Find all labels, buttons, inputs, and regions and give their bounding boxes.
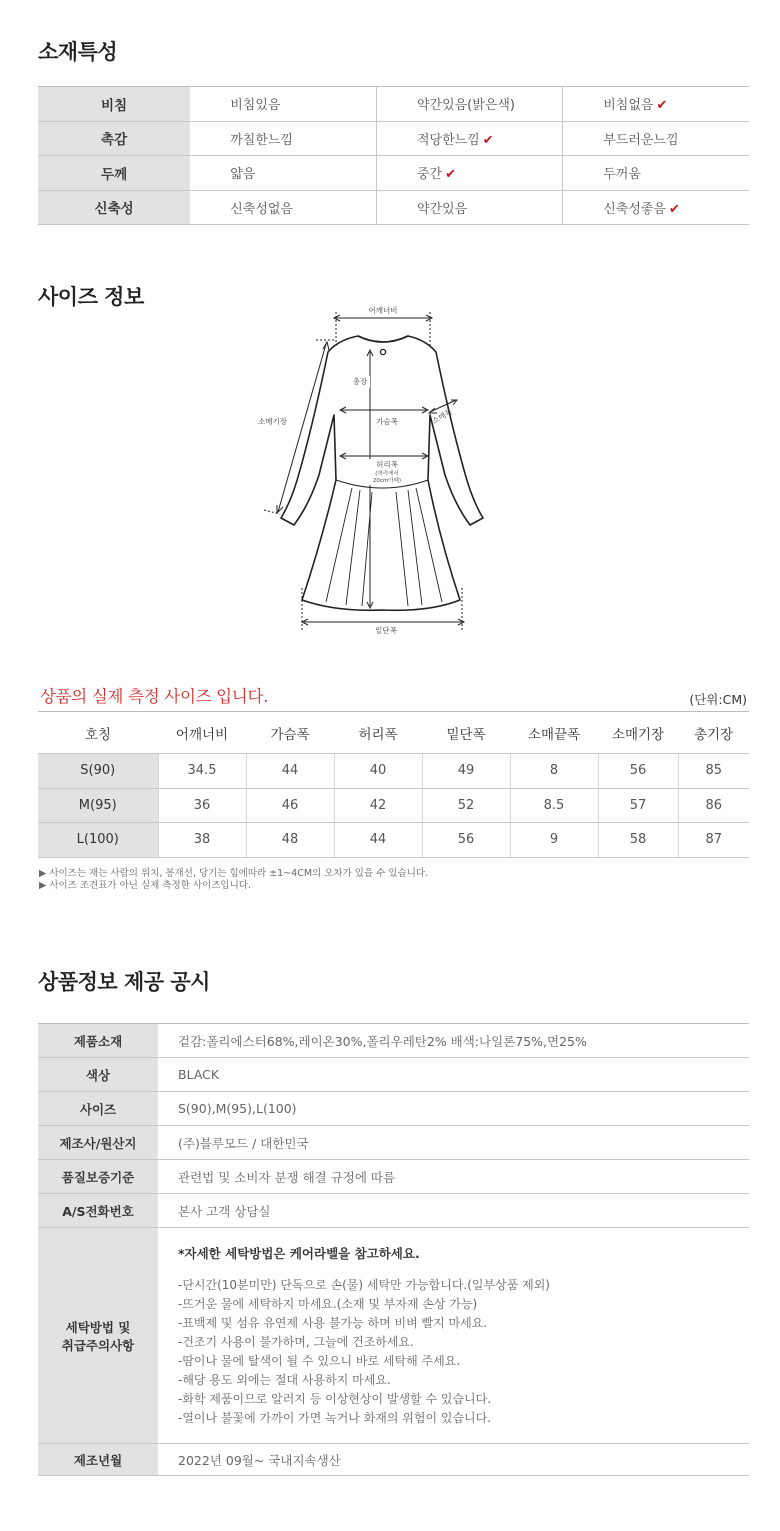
material-option [190, 121, 376, 156]
material-option-label: 신축성없음 [230, 201, 293, 217]
info-value: 겉감:폴리에스터68%,레이온30%,폴리우레탄2% 배색:나일론75%,면25% [158, 1024, 749, 1058]
check-icon: ✔ [656, 98, 668, 114]
size-header-cell: 밑단폭 [422, 712, 510, 754]
material-option [376, 156, 562, 191]
material-option [563, 121, 749, 156]
info-row [38, 1092, 749, 1126]
size-table-heading: 상품의 실제 측정 사이즈 입니다. [40, 687, 269, 706]
info-label: 품질보증기준 [38, 1160, 158, 1194]
info-value: BLACK [158, 1058, 749, 1092]
info-row [38, 1058, 749, 1092]
size-value-cell: 36 [158, 788, 246, 823]
check-icon: ✔ [669, 201, 680, 217]
size-header-cell: 허리폭 [334, 712, 422, 754]
material-row [38, 156, 749, 191]
size-header-cell: 소매기장 [598, 712, 678, 754]
size-value-cell: 9 [510, 823, 598, 858]
care-line: -표백제 및 섬유 유연제 사용 불가능 하며 비벼 빨지 마세요. [178, 1315, 488, 1330]
info-label: A/S전화번호 [38, 1194, 158, 1228]
label-sleeve: 소매기장 [258, 417, 287, 426]
size-value-cell: 44 [334, 823, 422, 858]
material-option [190, 87, 376, 122]
neckline [358, 336, 408, 342]
material-option-label: 중간 [416, 167, 443, 183]
dress-size-diagram [250, 300, 510, 645]
info-value: 관련법 및 소비자 분쟁 해결 규정에 따름 [158, 1160, 749, 1194]
product-info-title: 상품정보 제공 공시 [38, 970, 210, 994]
size-value-cell: 52 [422, 788, 510, 823]
material-section-title: 소재특성 [38, 40, 118, 64]
material-option-label: 부드러운느낌 [603, 132, 679, 148]
info-label: 제조년월 [38, 1444, 158, 1476]
material-option-label: 약간있음(밝은색) [416, 98, 516, 114]
size-value-cell: 46 [246, 788, 334, 823]
care-line: -해당 용도 외에는 절대 사용하지 마세요. [178, 1372, 391, 1387]
material-option [563, 190, 749, 225]
info-value: 본사 고객 상담실 [158, 1194, 749, 1228]
size-value-cell: 40 [334, 754, 422, 789]
size-value-cell: 38 [158, 823, 246, 858]
material-option-label: 비침없음 [603, 98, 654, 114]
material-option [376, 121, 562, 156]
size-note-2: ▶ 사이즈 조견표가 아닌 실제 측정한 사이즈입니다. [39, 880, 251, 891]
size-value-cell: 34.5 [158, 754, 246, 789]
material-option [190, 156, 376, 191]
care-title: *자세한 세탁방법은 케어라벨을 참고하세요. [178, 1245, 420, 1261]
info-row [38, 1024, 749, 1058]
size-table [38, 711, 749, 858]
care-label [38, 1228, 158, 1444]
size-section-title: 사이즈 정보 [38, 285, 144, 309]
info-label: 색상 [38, 1058, 158, 1092]
size-header-cell: 소매끝폭 [510, 712, 598, 754]
size-value-cell: 8.5 [510, 788, 598, 823]
size-header-cell: 호칭 [38, 712, 158, 754]
button-icon [380, 349, 385, 354]
size-value-cell: 56 [598, 754, 678, 789]
size-value-cell: 86 [678, 788, 749, 823]
size-value-cell: 49 [422, 754, 510, 789]
material-row-label: 두께 [38, 156, 190, 191]
material-option-label: 비침있음 [230, 98, 281, 114]
size-note-1: ▶ 사이즈는 재는 사람의 위치, 봉재선, 당기는 힘에따라 ±1~4CM의 오차가 있을 수 있습니다. [39, 868, 429, 879]
label-waist-note-1: (허리에서 [375, 471, 399, 477]
material-option-label: 두꺼움 [603, 167, 641, 183]
material-row-label: 신축성 [38, 190, 190, 225]
info-value: S(90),M(95),L(100) [158, 1092, 749, 1126]
care-line: -건조기 사용이 불가하며, 그늘에 건조하세요. [178, 1334, 414, 1349]
size-value-cell: 58 [598, 823, 678, 858]
size-value-cell: 42 [334, 788, 422, 823]
info-row [38, 1126, 749, 1160]
care-content [158, 1228, 749, 1444]
size-header-cell: 어깨너비 [158, 712, 246, 754]
check-icon: ✔ [445, 167, 456, 183]
label-hem: 밑단폭 [375, 626, 397, 635]
material-row-label: 비침 [38, 87, 190, 122]
info-row [38, 1444, 749, 1476]
material-row [38, 121, 749, 156]
check-icon: ✔ [482, 132, 494, 148]
info-label: 제품소재 [38, 1024, 158, 1058]
size-value-cell: 85 [678, 754, 749, 789]
size-value-cell: 57 [598, 788, 678, 823]
material-option-label: 까칠한느낌 [230, 132, 293, 148]
size-value-cell: 8 [510, 754, 598, 789]
care-row [38, 1228, 749, 1444]
care-line: -땀이나 물에 탈색이 될 수 있으니 바로 세탁해 주세요. [178, 1353, 461, 1368]
info-label: 제조사/원산지 [38, 1126, 158, 1160]
material-row-label: 촉감 [38, 121, 190, 156]
size-header-cell: 가슴폭 [246, 712, 334, 754]
size-label-cell: L(100) [38, 823, 158, 858]
care-line: -화학 제품이므로 알러지 등 이상현상이 발생할 수 있습니다. [178, 1391, 492, 1406]
material-option [376, 87, 562, 122]
info-value: 2022년 09월~ 국내지속생산 [158, 1444, 749, 1476]
size-row [38, 823, 749, 858]
size-row [38, 788, 749, 823]
info-label: 사이즈 [38, 1092, 158, 1126]
size-value-cell: 48 [246, 823, 334, 858]
label-cuff: 소매폭 [430, 407, 454, 426]
material-row [38, 87, 749, 122]
material-option-label: 얇음 [230, 167, 256, 183]
material-option [563, 156, 749, 191]
label-length: 총장 [352, 377, 368, 386]
size-unit: (단위:CM) [689, 692, 747, 707]
size-value-cell: 87 [678, 823, 749, 858]
size-value-cell: 56 [422, 823, 510, 858]
material-option [563, 87, 749, 122]
label-shoulder: 어깨너비 [368, 306, 398, 315]
size-value-cell: 44 [246, 754, 334, 789]
material-option-label: 신축성좋음 [603, 201, 666, 217]
label-waist: 허리폭 [376, 460, 398, 469]
size-label-cell: M(95) [38, 788, 158, 823]
size-header-cell: 총기장 [678, 712, 749, 754]
material-option-label: 적당한느낌 [416, 132, 480, 148]
skirt-pleats [326, 488, 442, 606]
material-option-label: 약간있음 [416, 201, 468, 217]
label-chest: 가슴폭 [376, 417, 398, 426]
size-label-cell: S(90) [38, 754, 158, 789]
care-line: -단시간(10분미만) 단독으로 손(물) 세탁만 가능합니다.(일부상품 제외) [178, 1277, 550, 1292]
care-line: -열이나 불꽃에 가까이 가면 녹거나 화재의 위험이 있습니다. [178, 1410, 492, 1425]
material-option [376, 190, 562, 225]
care-label-line-2: 취급주의사항 [61, 1337, 135, 1353]
material-table [38, 86, 749, 225]
product-info-table [38, 1023, 749, 1476]
info-value: (주)블루모드 / 대한민국 [158, 1126, 749, 1160]
info-row [38, 1160, 749, 1194]
size-row [38, 754, 749, 789]
care-label-line-1: 세탁방법 및 [65, 1319, 131, 1335]
info-row [38, 1194, 749, 1228]
care-line: -뜨거운 물에 세탁하지 마세요.(소재 및 부자재 손상 가능) [178, 1296, 478, 1311]
label-waist-note-2: 20cm아래) [372, 478, 402, 484]
material-row [38, 190, 749, 225]
material-option [190, 190, 376, 225]
